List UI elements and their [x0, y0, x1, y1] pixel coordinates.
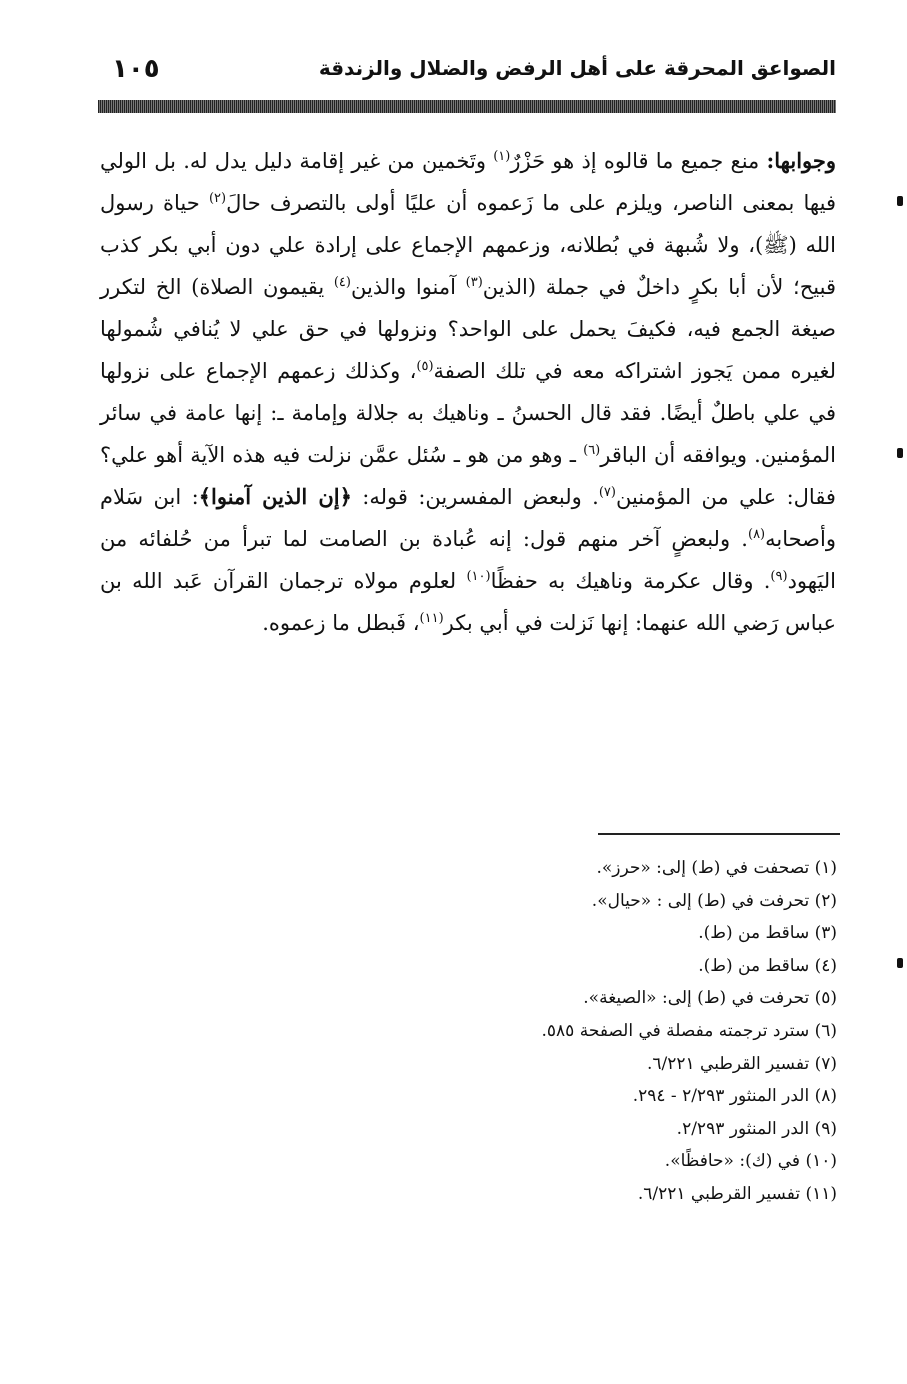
footnote-ref[interactable]: (٤) [333, 275, 351, 290]
footnote-item: (١) تصحفت في (ط) إلى: «حرز». [596, 858, 837, 878]
footnote-item: (٩) الدر المنثور ٢/٢٩٣. [676, 1118, 837, 1139]
footnote-ref[interactable]: (١) [493, 149, 511, 164]
text-run: . ولبعضٍ آخر منهم قول: إنه عُبادة بن الصامت لما تبرأ من حُلفائه من اليَهود [100, 527, 837, 593]
text-run: ـ وهو من هو ـ سُئل عمَّن نزلت فيه هذه الآية أهو علي؟ فقال: علي من المؤمنين [100, 443, 836, 509]
footnote-item: (٥) تحرفت في (ط) إلى: «الصيغة». [583, 988, 837, 1009]
footnote-ref[interactable]: (٥) [416, 359, 434, 374]
text-run: . ولبعض المفسرين: قوله: [351, 485, 599, 509]
text-run: ، فَبطل ما زعموه. [262, 611, 420, 635]
text-run: حياة رسول الله (ﷺ)، ولا شُبهة في بُطلانه، وزعمهم الإجماع على إرادة علي دون أبي بكر كذب قبيح؛ لأن أبا بكرٍ داخلٌ في جملة (الذين [100, 191, 836, 299]
footnote-item: (٦) سترد ترجمته مفصلة في الصفحة ٥٨٥. [541, 1020, 837, 1041]
text-run: يقيمون الصلاة) الخ لتكرر صيغة الجمع فيه، فكيفَ يحمل على الواحد؟ ونزولها في حق علي لا يُنافي شُمولها لغيره ممن يَجوز اشتراكه معه في تلك الصفة [100, 275, 836, 383]
footnote-ref[interactable]: (٧) [598, 485, 616, 500]
page-header [98, 54, 836, 94]
header-rule [98, 100, 836, 113]
footnote-separator [598, 833, 840, 835]
footnote-ref[interactable]: (٨) [747, 527, 766, 542]
text-run: : ابن سَلام وأصحابه [100, 485, 836, 551]
footnote-ref[interactable]: (٩) [770, 569, 788, 584]
text-run: لعلوم مولاه ترجمان القرآن عَبد الله بن عباس رَضي الله عنهما: إنها نَزلت في أبي بكر [100, 569, 836, 635]
text-run: آمنوا والذين [350, 275, 466, 299]
footnote-ref[interactable]: (٢) [208, 191, 227, 206]
footnote-item: (١٠) في (ك): «حافظًا». [664, 1151, 837, 1172]
text-run: وتَخمين من غير إقامة دليل يدل له. بل الولي فيها بمعنى الناصر، ويلزم على ما زَعموه أن عليًا أولى بالتصرف حالَ [100, 149, 836, 215]
footnote-ref[interactable]: (٣) [465, 275, 483, 290]
margin-mark [897, 958, 903, 968]
footnote-list [100, 852, 837, 1211]
text-run: . وقال عكرمة وناهيك به حفظًا [490, 569, 771, 593]
footnote-item: (٣) ساقط من (ط). [698, 923, 837, 944]
running-title: الصواعق المحرقة على أهل الرفض والضلال والزندقة [318, 56, 836, 80]
margin-mark [897, 196, 903, 206]
footnote-item: (٧) تفسير القرطبي ٦/٢٢١. [646, 1053, 837, 1074]
footnote-ref[interactable]: (٦) [583, 443, 601, 458]
footnote-item: (٨) الدر المنثور ٢/٢٩٣ - ٢٩٤. [632, 1086, 837, 1107]
footnote-ref[interactable]: (١١) [419, 611, 444, 626]
footnote-ref[interactable]: (١٠) [466, 569, 491, 584]
footnote-item: (١١) تفسير القرطبي ٦/٢٢١. [637, 1183, 837, 1204]
text-run: منع جميع ما قالوه إذ هو حَزْرٌ [510, 149, 767, 173]
margin-mark [897, 448, 903, 458]
page-number: ١٠٥ [112, 54, 160, 84]
paragraph-lead: وجوابها: [766, 148, 837, 173]
text-run: ، وكذلك زعمهم الإجماع على نزولها في علي باطلٌ أيضًا. فقد قال الحسنُ ـ وناهيك به جلالة وإمامة ـ: إنها عامة في سائر المؤمنين. ويوافقه أن الباقر [100, 359, 836, 467]
footnote-item: (٢) تحرفت في (ط) إلى : «حيال». [591, 890, 837, 911]
footnote-item: (٤) ساقط من (ط). [698, 955, 837, 976]
main-paragraph [100, 140, 836, 644]
quran-quote: ﴿إن الذين آمنوا﴾ [198, 484, 352, 509]
